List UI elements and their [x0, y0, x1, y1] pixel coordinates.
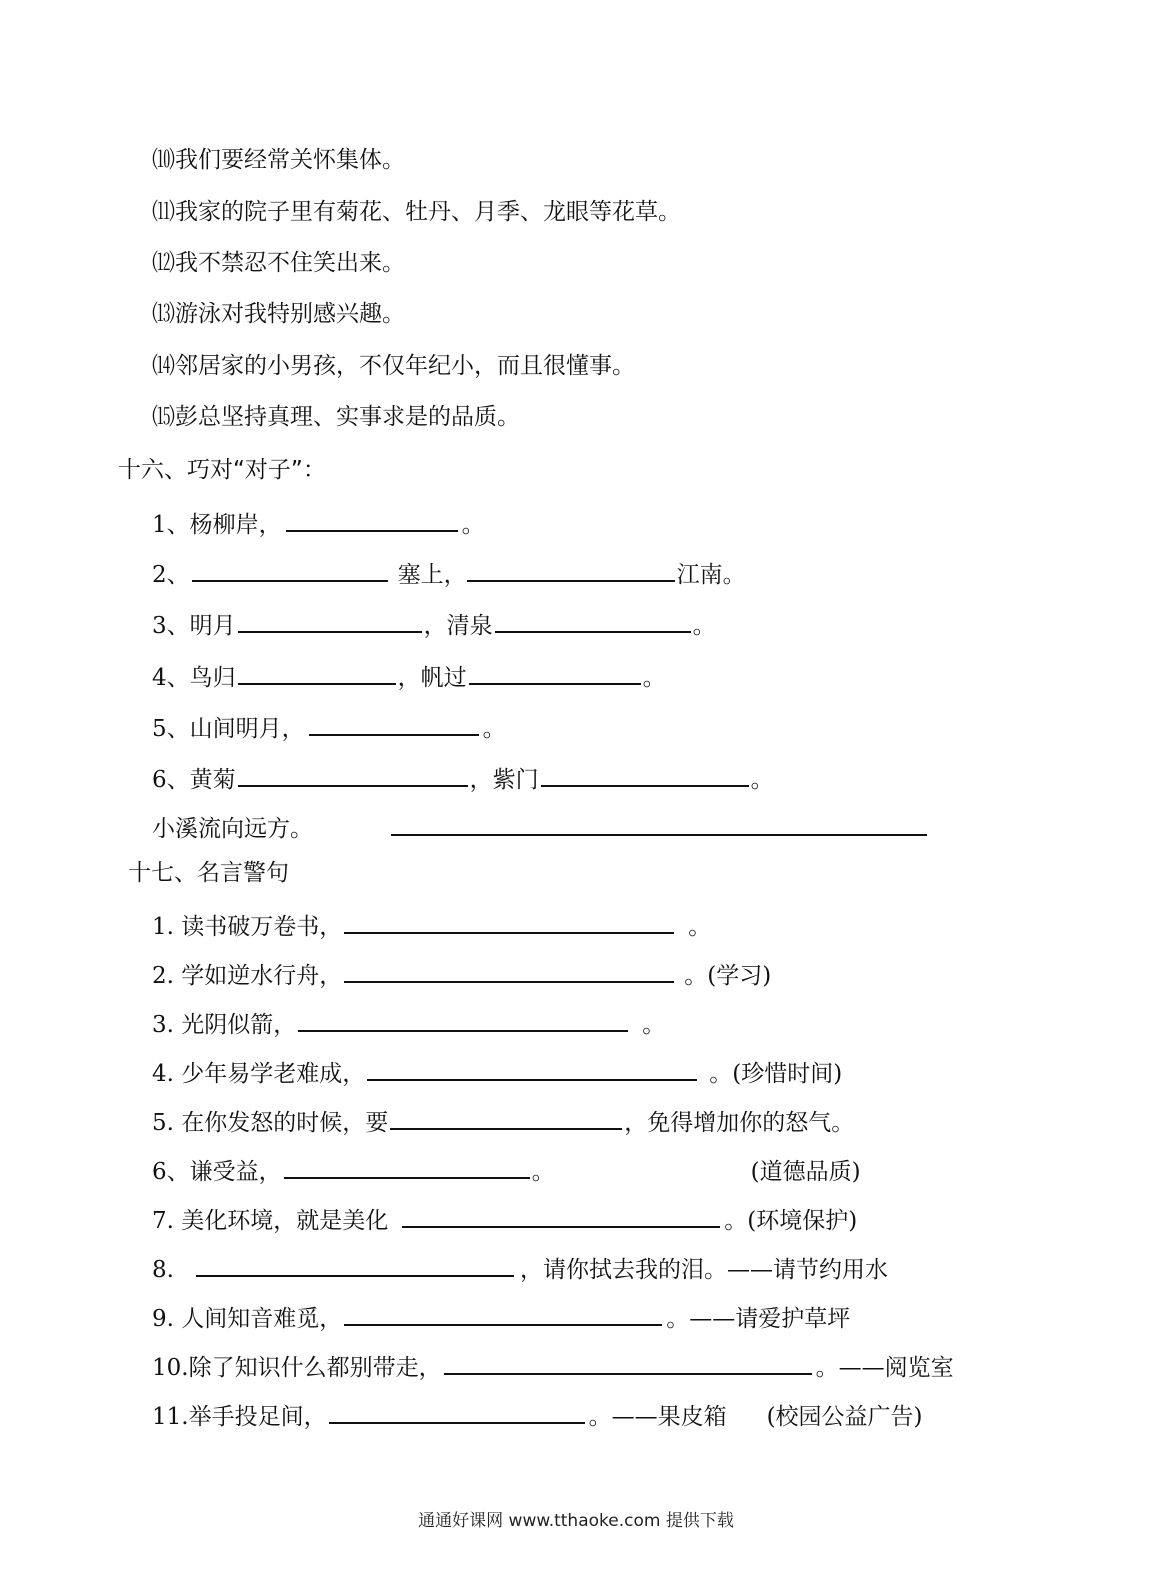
proverb-1-end: 。 — [688, 914, 712, 940]
proverb-10-prompt: 10.除了知识什么都别带走， — [152, 1355, 442, 1381]
answer-blank[interactable] — [329, 1394, 585, 1424]
proverb-6-category: (道德品质) — [750, 1159, 861, 1185]
proverb-11-category: (校园公益广告) — [766, 1404, 923, 1430]
proverb-2-end: 。(学习) — [684, 963, 772, 989]
answer-blank[interactable] — [238, 655, 396, 685]
couplet-1-end: 。 — [461, 512, 485, 538]
proverb-11 — [152, 1394, 923, 1434]
proverb-3 — [152, 1002, 665, 1042]
answer-blank[interactable] — [390, 1100, 622, 1130]
proverb-7-end: 。(环境保护) — [724, 1208, 858, 1234]
proverb-7 — [152, 1198, 857, 1238]
answer-blank[interactable] — [309, 706, 479, 736]
couplet-1 — [152, 502, 485, 542]
proverb-8-prompt: 8. — [152, 1257, 174, 1283]
proverb-7-prompt: 7. 美化环境，就是美化 — [152, 1208, 389, 1234]
page-footer: 通通好课网 www.tthaoke.com 提供下载 — [418, 1511, 734, 1531]
proverb-5 — [152, 1100, 854, 1140]
answer-blank[interactable] — [238, 603, 422, 633]
couplet-6-mid: ，紫门 — [469, 767, 539, 793]
proverb-9-end: 。——请爱护草坪 — [666, 1306, 851, 1332]
sentence-12: ⑿我不禁忍不住笑出来。 — [152, 250, 405, 276]
couplet-3-prompt: 3、明月 — [152, 613, 236, 639]
couplet-2-mid: 塞上， — [397, 562, 467, 588]
couplet-4-end: 。 — [642, 665, 666, 691]
proverb-4-end: 。(珍惜时间) — [709, 1061, 843, 1087]
proverb-4 — [152, 1051, 842, 1091]
answer-blank[interactable] — [192, 552, 388, 582]
couplet-4-prompt: 4、鸟归 — [152, 665, 236, 691]
answer-blank[interactable] — [467, 552, 675, 582]
proverb-3-end: 。 — [642, 1012, 666, 1038]
couplet-4 — [152, 655, 666, 695]
couplet-7-prompt: 小溪流向远方。 — [152, 816, 313, 842]
answer-blank[interactable] — [402, 1198, 720, 1228]
couplet-6-prompt: 6、黄菊 — [152, 767, 236, 793]
proverb-8-end: ，请你拭去我的泪。——请节约用水 — [519, 1257, 888, 1283]
couplet-1-prompt: 1、杨柳岸， — [152, 512, 282, 538]
proverb-10-end: 。——阅览室 — [815, 1355, 954, 1381]
sentence-14: ⒁邻居家的小男孩，不仅年纪小，而且很懂事。 — [152, 353, 635, 379]
proverb-4-prompt: 4. 少年易学老难成， — [152, 1061, 366, 1087]
sentence-15: ⒂彭总坚持真理、实事求是的品质。 — [152, 404, 520, 430]
sentence-13: ⒀游泳对我特别感兴趣。 — [152, 301, 405, 327]
answer-blank[interactable] — [469, 655, 641, 685]
proverb-8 — [152, 1247, 888, 1287]
answer-blank[interactable] — [344, 904, 674, 934]
answer-blank[interactable] — [238, 757, 468, 787]
sentence-10: ⑽我们要经常关怀集体。 — [152, 147, 405, 173]
proverb-1 — [152, 904, 711, 944]
proverb-2-prompt: 2. 学如逆水行舟， — [152, 963, 343, 989]
proverb-9 — [152, 1296, 850, 1336]
couplet-5-prompt: 5、山间明月， — [152, 716, 305, 742]
proverb-2 — [152, 953, 771, 993]
couplet-5-end: 。 — [482, 716, 506, 742]
answer-blank[interactable] — [284, 1149, 530, 1179]
couplet-6-end: 。 — [750, 767, 774, 793]
couplet-3-end: 。 — [692, 613, 716, 639]
couplet-3-mid: ，清泉 — [423, 613, 493, 639]
couplet-2 — [152, 552, 746, 592]
sentence-11: ⑾我家的院子里有菊花、牡丹、月季、龙眼等花草。 — [152, 199, 681, 225]
proverb-9-prompt: 9. 人间知音难觅， — [152, 1306, 343, 1332]
answer-blank[interactable] — [391, 806, 927, 836]
proverb-10 — [152, 1345, 954, 1385]
couplet-4-mid: ，帆过 — [397, 665, 467, 691]
couplet-5 — [152, 706, 506, 746]
answer-blank[interactable] — [541, 757, 749, 787]
couplet-7 — [152, 806, 927, 846]
section-16-title: 十六、巧对“对子”： — [118, 457, 326, 483]
proverb-3-prompt: 3. 光阴似箭， — [152, 1012, 297, 1038]
proverb-5-prompt: 5. 在你发怒的时候，要 — [152, 1110, 389, 1136]
proverb-1-prompt: 1. 读书破万卷书， — [152, 914, 343, 940]
couplet-3 — [152, 603, 716, 643]
answer-blank[interactable] — [344, 953, 674, 983]
proverb-11-end: 。——果皮箱 — [588, 1404, 727, 1430]
proverb-6-prompt: 6、谦受益， — [152, 1159, 282, 1185]
answer-blank[interactable] — [444, 1345, 812, 1375]
couplet-2-prompt: 2、 — [152, 562, 190, 588]
proverb-11-prompt: 11.举手投足间， — [152, 1404, 327, 1430]
answer-blank[interactable] — [298, 1002, 628, 1032]
answer-blank[interactable] — [286, 502, 458, 532]
section-17-title: 十七、名言警句 — [128, 860, 289, 886]
couplet-6 — [152, 757, 774, 797]
answer-blank[interactable] — [495, 603, 691, 633]
answer-blank[interactable] — [367, 1051, 697, 1081]
proverb-6-end: 。 — [531, 1159, 555, 1185]
answer-blank[interactable] — [344, 1296, 662, 1326]
proverb-5-end: ，免得增加你的怒气。 — [624, 1110, 855, 1136]
couplet-2-end: 江南。 — [676, 562, 746, 588]
answer-blank[interactable] — [196, 1247, 514, 1277]
proverb-6 — [152, 1149, 861, 1189]
